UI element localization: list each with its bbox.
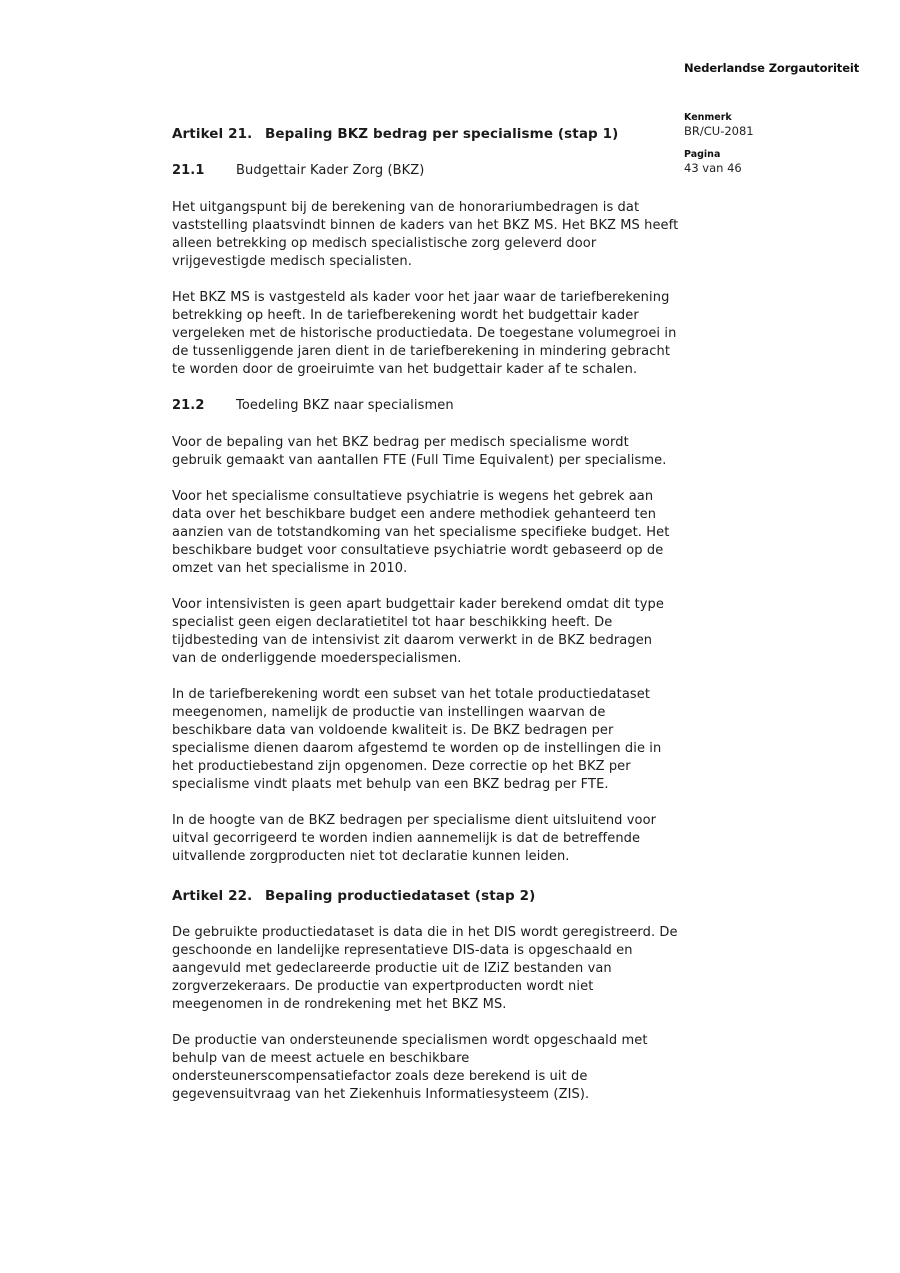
article-22-title: Bepaling productiedataset (stap 2) <box>265 888 536 904</box>
paragraph: Het uitgangspunt bij de berekening van de honorariumbedragen is dat vaststelling plaatsvindt binnen de kaders van het BKZ MS. Het BKZ MS heeft alleen betrekking op medisch specialistische zorg geleverd door vrijgevestigde medisch specialisten. <box>172 200 679 269</box>
document-body <box>172 125 680 1122</box>
paragraph: Het BKZ MS is vastgesteld als kader voor het jaar waar de tariefberekening betrekking op heeft. In de tariefberekening wordt het budgettair kader vergeleken met de historische productiedata. De toegestane volumegroei in de tussenliggende jaren dient in de tariefberekening in mindering gebracht te worden door de groeiruimte van het budgettair kader af te schalen. <box>172 290 677 377</box>
document-meta <box>684 111 864 185</box>
paragraph: De gebruikte productiedataset is data die in het DIS wordt geregistreerd. De geschoonde en landelijke representatieve DIS-data is opgeschaald en aangevuld met gedeclareerde productie uit de IZiZ bestanden van zorgverzekeraars. De productie van expertproducten wordt niet meegenomen in de rondrekening met het BKZ MS. <box>172 925 678 1012</box>
kenmerk-label: Kenmerk <box>684 112 732 123</box>
pagina-value: 43 van 46 <box>684 161 742 175</box>
paragraph: Voor de bepaling van het BKZ bedrag per medisch specialisme wordt gebruik gemaakt van aantallen FTE (Full Time Equivalent) per specialisme. <box>172 435 667 468</box>
article-21-number: Artikel 21. <box>172 126 253 142</box>
section-21-2-number: 21.2 <box>172 398 205 413</box>
section-21-2-heading <box>172 397 680 415</box>
article-22-number: Artikel 22. <box>172 888 253 904</box>
section-21-2-title: Toedeling BKZ naar specialismen <box>236 398 454 413</box>
article-21-title: Bepaling BKZ bedrag per specialisme (stap 1) <box>265 126 619 142</box>
article-21-heading <box>172 125 680 143</box>
section-21-1-heading <box>172 162 680 180</box>
paragraph: Voor het specialisme consultatieve psychiatrie is wegens het gebrek aan data over het beschikbare budget een andere methodiek gehanteerd ten aanzien van de totstandkoming van het specialisme specifieke budget. Het beschikbare budget voor consultatieve psychiatrie wordt gebaseerd op de omzet van het specialisme in 2010. <box>172 489 670 576</box>
section-21-1-number: 21.1 <box>172 163 205 178</box>
section-21-1-title: Budgettair Kader Zorg (BKZ) <box>236 163 425 178</box>
org-logo-text: Nederlandse Zorgautoriteit <box>684 61 860 75</box>
paragraph: De productie van ondersteunende specialismen wordt opgeschaald met behulp van de meest actuele en beschikbare ondersteunerscompensatiefactor zoals deze berekend is uit de gegevensuitvraag van het Ziekenhuis Informatiesysteem (ZIS). <box>172 1033 648 1102</box>
pagina-label: Pagina <box>684 149 721 160</box>
article-22-heading <box>172 887 680 905</box>
paragraph: Voor intensivisten is geen apart budgettair kader berekend omdat dit type specialist geen eigen declaratietitel tot haar beschikking heeft. De tijdbesteding van de intensivist zit daarom verwerkt in de BKZ bedragen van de onderliggende moederspecialismen. <box>172 597 665 666</box>
paragraph: In de hoogte van de BKZ bedragen per specialisme dient uitsluitend voor uitval gecorrigeerd te worden indien aannemelijk is dat de betreffende uitvallende zorgproducten niet tot declaratie kunnen leiden. <box>172 813 657 864</box>
paragraph: In de tariefberekening wordt een subset van het totale productiedataset meegenomen, namelijk de productie van instellingen waarvan de beschikbare data van voldoende kwaliteit is. De BKZ bedragen per specialisme dienen daarom afgestemd te worden op de instellingen die in het productiebestand zijn opgenomen. Deze correctie op het BKZ per specialisme vindt plaats met behulp van een BKZ bedrag per FTE. <box>172 687 662 792</box>
kenmerk-value: BR/CU-2081 <box>684 124 754 138</box>
